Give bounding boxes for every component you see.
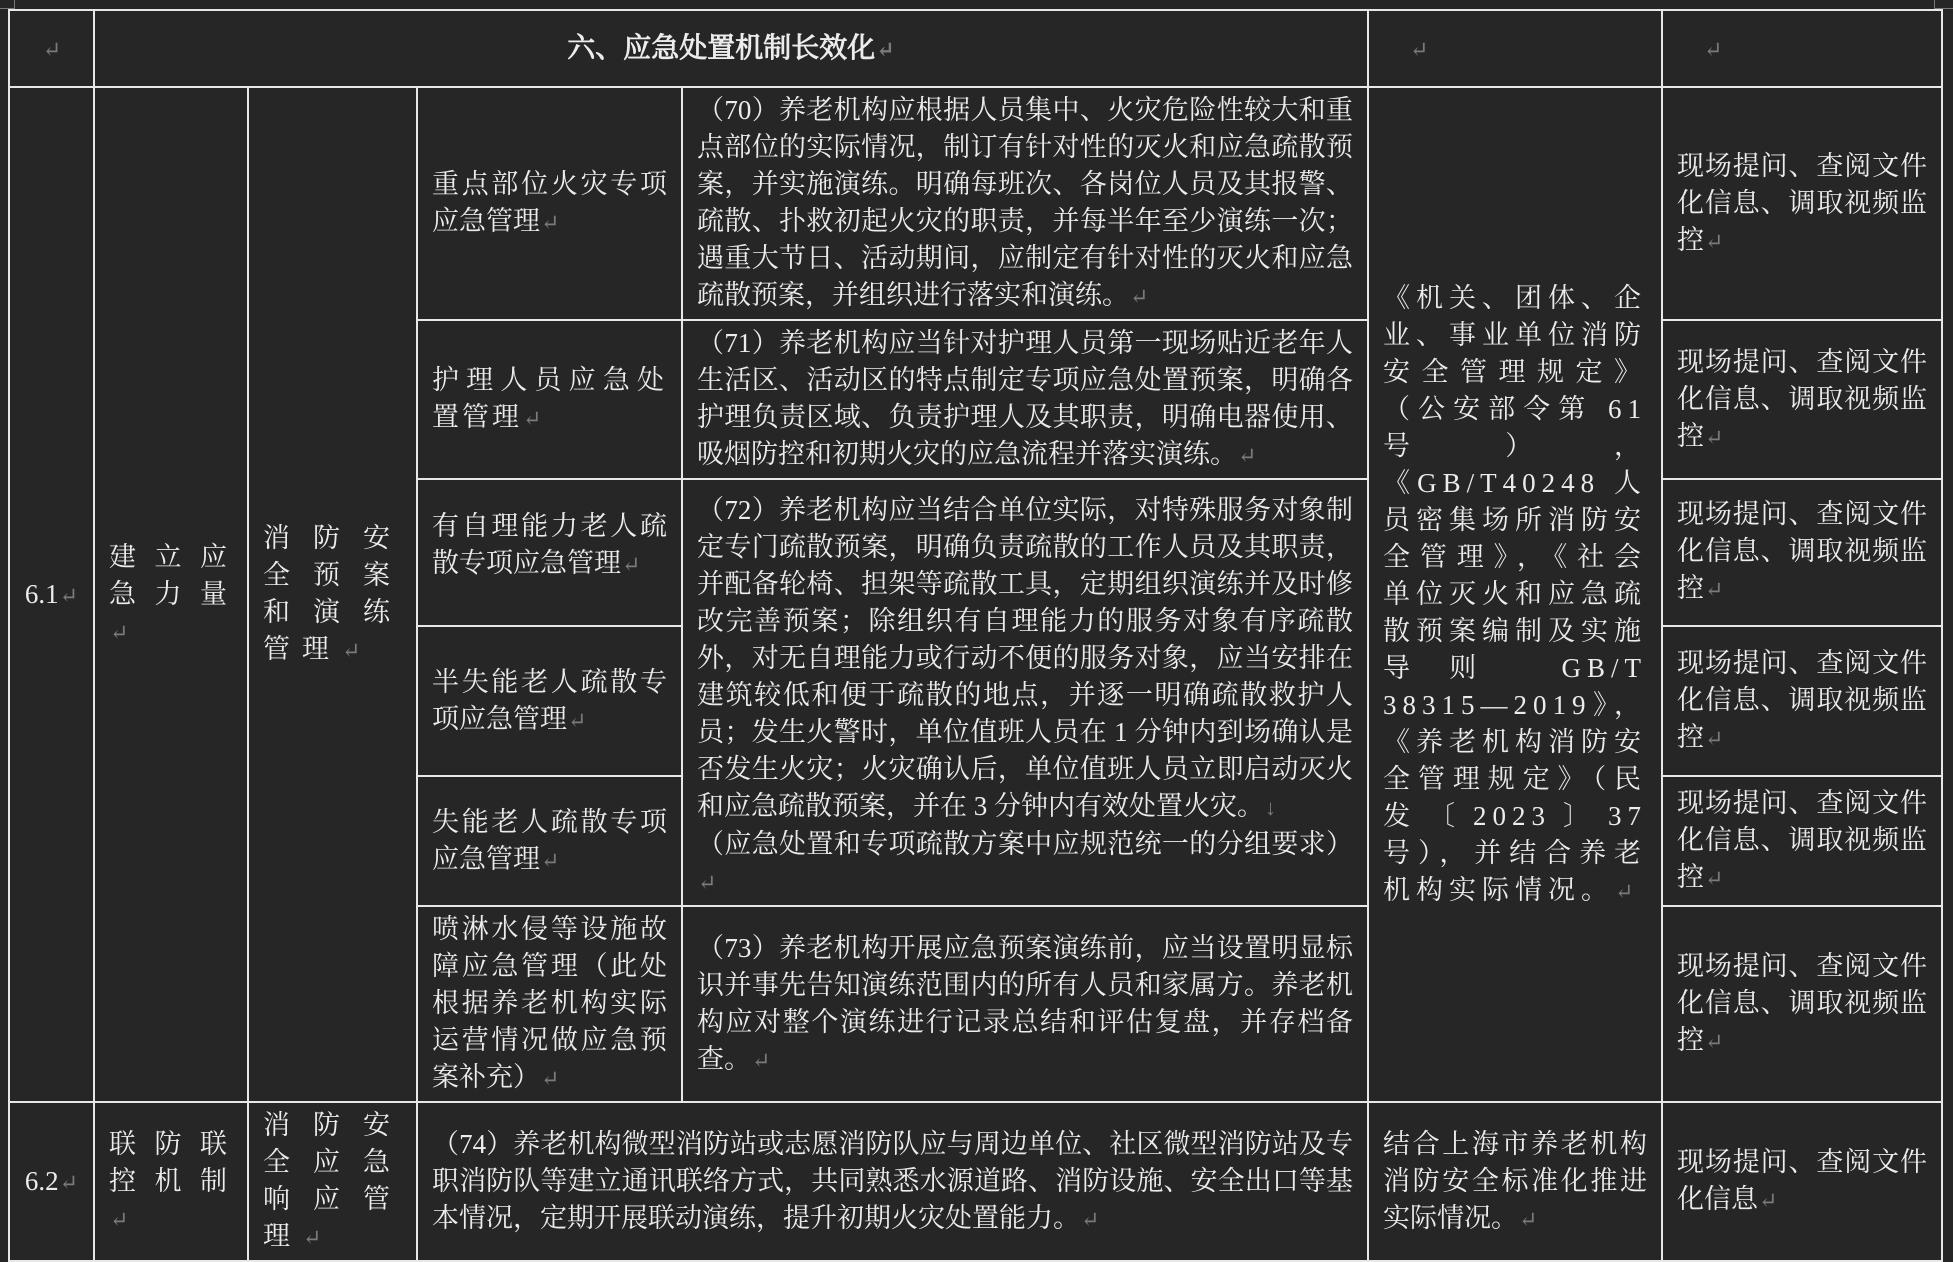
paragraph-mark-icon: ↵	[1705, 424, 1724, 450]
section-title: 六、应急处置机制长效化↵	[94, 10, 1368, 87]
page-corner-mark-right	[1934, 0, 1953, 9]
header-basis-cell	[1368, 10, 1662, 87]
paragraph-mark-icon: ↵	[622, 552, 641, 577]
method-cell: 现场提问、查阅文件化信息、调取视频监控↵	[1662, 320, 1942, 479]
item-name-cell: 半失能老人疏散专项应急管理↵	[417, 626, 682, 776]
requirement-cell: （70）养老机构应根据人员集中、火灾危险性较大和重点部位的实际情况，制订有针对性的灭火和应急疏散预案，并实施演练。明确每班次、各岗位人员及其报警、疏散、扑救初起火灾的职责，并每半年至少演练一次；遇重大节日、活动期间，应制定有针对性的灭火和应急疏散预案，并组织进行落实和演练。↵	[682, 87, 1368, 320]
paragraph-mark-icon: ↵	[1705, 726, 1724, 751]
category-cell: 建立应急力量↵	[94, 87, 248, 1102]
line-break-icon: ↓	[1265, 795, 1276, 820]
subcategory-cell: 消防安全应急响应管理↵	[248, 1102, 417, 1261]
requirement-cell: （72）养老机构应当结合单位实际，对特殊服务对象制定专门疏散预案，明确负责疏散的工作人员及其职责，并配备轮椅、担架等疏散工具，定期组织演练并及时修改完善预案；除组织有自理能力的服务对象有序疏散外，对无自理能力或行动不便的服务对象，应当安排在建筑较低和便于疏散的地点，并逐一明确疏散救护人员；发生火警时，单位值班人员在 1 分钟内到场确认是否发生火灾；火灾确认后，单位值班人员立即启动灭火和应急疏散预案，并在 3 分钟内有效处置火灾。↓ （应急处置和专项疏散方案中应规范统一的分组要求）↵	[682, 479, 1368, 906]
row-id-cell: 6.2↵	[9, 1102, 94, 1261]
table-row	[9, 87, 1942, 320]
item-name-cell: 重点部位火灾专项应急管理↵	[417, 87, 682, 320]
paragraph-mark-icon: ↵	[1410, 36, 1429, 62]
paragraph-mark-icon: ↵	[1705, 577, 1724, 603]
paragraph-mark-icon: ↵	[59, 1169, 79, 1195]
requirement-cell: （71）养老机构应当针对护理人员第一现场贴近老年人生活区、活动区的特点制定专项应急处置预案，明确各护理负责区域、负责护理人及其职责，明确电器使用、吸烟防控和初期火灾的应急流程并落实演练。↵	[682, 320, 1368, 479]
method-cell: 现场提问、查阅文件化信息、调取视频监控↵	[1662, 479, 1942, 626]
method-cell: 现场提问、查阅文件化信息、调取视频监控↵	[1662, 906, 1942, 1102]
section-header-row	[9, 10, 1942, 87]
paragraph-mark-icon: ↵	[568, 707, 587, 733]
paragraph-mark-icon: ↵	[541, 847, 560, 873]
paragraph-mark-icon: ↵	[1238, 443, 1257, 468]
emergency-mechanism-table	[8, 9, 1943, 1262]
header-id-cell	[9, 10, 94, 87]
paragraph-mark-icon: ↵	[1704, 36, 1723, 62]
paragraph-mark-icon: ↵	[1519, 1206, 1538, 1232]
basis-cell: 结合上海市养老机构消防安全标准化推进实际情况。↵	[1368, 1102, 1662, 1261]
paragraph-mark-icon: ↵	[42, 36, 62, 62]
item-name-cell: 喷淋水侵等设施故障应急管理（此处根据养老机构实际运营情况做应急预案补充）↵	[417, 906, 682, 1102]
paragraph-mark-icon: ↵	[541, 210, 560, 235]
method-cell: 现场提问、查阅文件化信息、调取视频监控↵	[1662, 626, 1942, 776]
row-id-cell: 6.1↵	[9, 87, 94, 1102]
basis-cell: 《机关、团体、企业、事业单位消防安全管理规定》（公安部令第 61 号），《GB/T40248 人员密集场所消防安全管理》，《社会单位灭火和应急疏散预案编制及实施导则 GB/T 38315—2019》，《养老机构消防安全管理规定》（民发〔2023〕37 号），并结合养老机构实际情况。↵	[1368, 87, 1662, 1102]
method-cell: 现场提问、查阅文件化信息、调取视频监控↵	[1662, 776, 1942, 906]
header-method-cell	[1662, 10, 1942, 87]
paragraph-mark-icon: ↵	[110, 1206, 135, 1232]
item-name-cell: 护理人员应急处置管理↵	[417, 320, 682, 479]
paragraph-mark-icon: ↵	[303, 1225, 334, 1250]
paragraph-mark-icon: ↵	[342, 638, 373, 663]
paragraph-mark-icon: ↵	[698, 870, 717, 895]
paragraph-mark-icon: ↵	[876, 36, 895, 62]
method-cell: 现场提问、查阅文件化信息、调取视频监控↵	[1662, 87, 1942, 320]
requirement-cell: （73）养老机构开展应急预案演练前，应当设置明显标识并事先告知演练范围内的所有人员和家属方。养老机构应对整个演练进行记录总结和评估复盘，并存档备查。↵	[682, 906, 1368, 1102]
paragraph-mark-icon: ↵	[541, 1066, 560, 1091]
paragraph-mark-icon: ↵	[1705, 866, 1724, 892]
category-cell: 联防联控机制↵	[94, 1102, 248, 1261]
paragraph-mark-icon: ↵	[110, 619, 135, 645]
table-row	[9, 1102, 1942, 1261]
paragraph-mark-icon: ↵	[1081, 1206, 1100, 1232]
requirement-cell: （74）养老机构微型消防站或志愿消防队应与周边单位、社区微型消防站及专职消防队等建立通讯联络方式，共同熟悉水源道路、消防设施、安全出口等基本情况，定期开展联动演练，提升初期火灾处置能力。↵	[417, 1102, 1368, 1261]
paragraph-mark-icon: ↵	[1705, 1029, 1724, 1054]
paragraph-mark-icon: ↵	[1615, 878, 1640, 904]
item-name-cell: 有自理能力老人疏散专项应急管理↵	[417, 479, 682, 626]
subcategory-cell: 消防安全预案和演练管理↵	[248, 87, 417, 1102]
page-corner-mark-left	[0, 0, 15, 9]
paragraph-mark-icon: ↵	[59, 582, 79, 608]
paragraph-mark-icon: ↵	[1759, 1188, 1778, 1213]
paragraph-mark-icon: ↵	[1705, 228, 1724, 254]
paragraph-mark-icon: ↵	[523, 406, 545, 431]
paragraph-mark-icon: ↵	[752, 1047, 771, 1073]
method-cell: 现场提问、查阅文件化信息↵	[1662, 1102, 1942, 1261]
item-name-cell: 失能老人疏散专项应急管理↵	[417, 776, 682, 906]
paragraph-mark-icon: ↵	[1130, 284, 1149, 309]
